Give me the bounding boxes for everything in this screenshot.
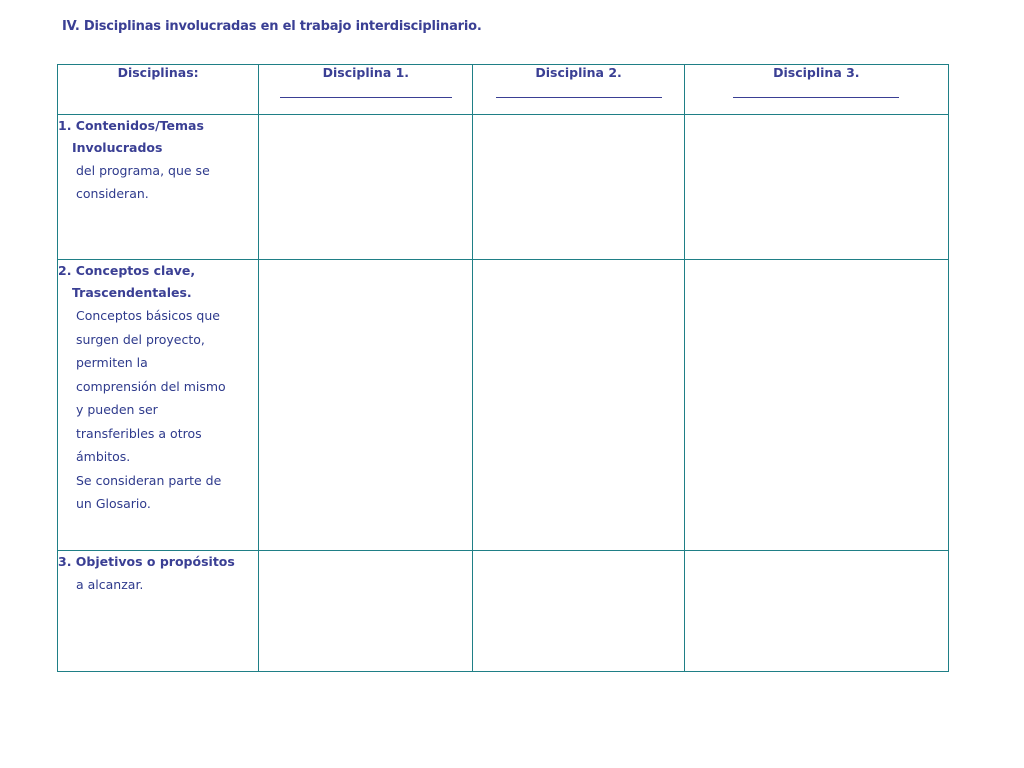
table-row xyxy=(58,551,949,672)
header-discipline-3-cell xyxy=(684,65,948,115)
row-title-continued: Involucrados xyxy=(72,140,163,155)
discipline-2-cell[interactable] xyxy=(473,115,684,260)
row-description-line: consideran. xyxy=(76,186,149,201)
row-description-line: a alcanzar. xyxy=(76,577,144,592)
discipline-1-cell[interactable] xyxy=(259,115,473,260)
table-header-row xyxy=(58,65,949,115)
discipline-2-cell[interactable] xyxy=(473,260,684,551)
table-row xyxy=(58,260,949,551)
header-discipline-2-cell xyxy=(473,65,684,115)
row-description-line: transferibles a otros xyxy=(76,425,202,441)
header-label-cell xyxy=(58,65,259,115)
discipline-2-blank-line[interactable] xyxy=(496,97,662,98)
row-description-line: un Glosario. xyxy=(76,496,151,511)
row-description-line: permiten la xyxy=(76,355,148,370)
header-discipline-1-cell xyxy=(259,65,473,115)
header-discipline-1: Disciplina 1. xyxy=(322,65,410,80)
row-description-line: y pueden ser xyxy=(76,402,158,417)
header-label: Disciplinas: xyxy=(117,65,199,80)
row-description-line: Conceptos básicos que xyxy=(76,308,220,323)
row-title: 2. Conceptos clave, xyxy=(58,263,196,278)
row-label-cell xyxy=(58,551,259,672)
section-title: IV. Disciplinas involucradas en el trabajo interdisciplinario. xyxy=(62,19,482,34)
header-discipline-2: Disciplina 2. xyxy=(535,65,622,80)
disciplines-table xyxy=(57,64,949,672)
header-discipline-3: Disciplina 3. xyxy=(773,65,860,80)
discipline-3-blank-line[interactable] xyxy=(733,97,899,98)
discipline-3-cell[interactable] xyxy=(684,115,948,260)
discipline-3-cell[interactable] xyxy=(684,260,948,551)
discipline-2-cell[interactable] xyxy=(473,551,684,672)
row-title-continued: Trascendentales. xyxy=(72,285,192,300)
row-description-line: Se consideran parte de xyxy=(76,472,222,488)
row-description-line: surgen del proyecto, xyxy=(76,331,205,347)
row-description-line: comprensión del mismo xyxy=(76,378,226,394)
table-row xyxy=(58,115,949,260)
row-title: 1. Contenidos/Temas xyxy=(58,118,204,133)
row-title: 3. Objetivos o propósitos xyxy=(58,554,235,569)
discipline-1-cell[interactable] xyxy=(259,551,473,672)
row-label-cell xyxy=(58,115,259,260)
row-description-line: del programa, que se xyxy=(76,163,210,178)
discipline-1-cell[interactable] xyxy=(259,260,473,551)
row-description-line: ámbitos. xyxy=(76,449,131,464)
discipline-1-blank-line[interactable] xyxy=(280,97,452,98)
discipline-3-cell[interactable] xyxy=(684,551,948,672)
row-label-cell xyxy=(58,260,259,551)
